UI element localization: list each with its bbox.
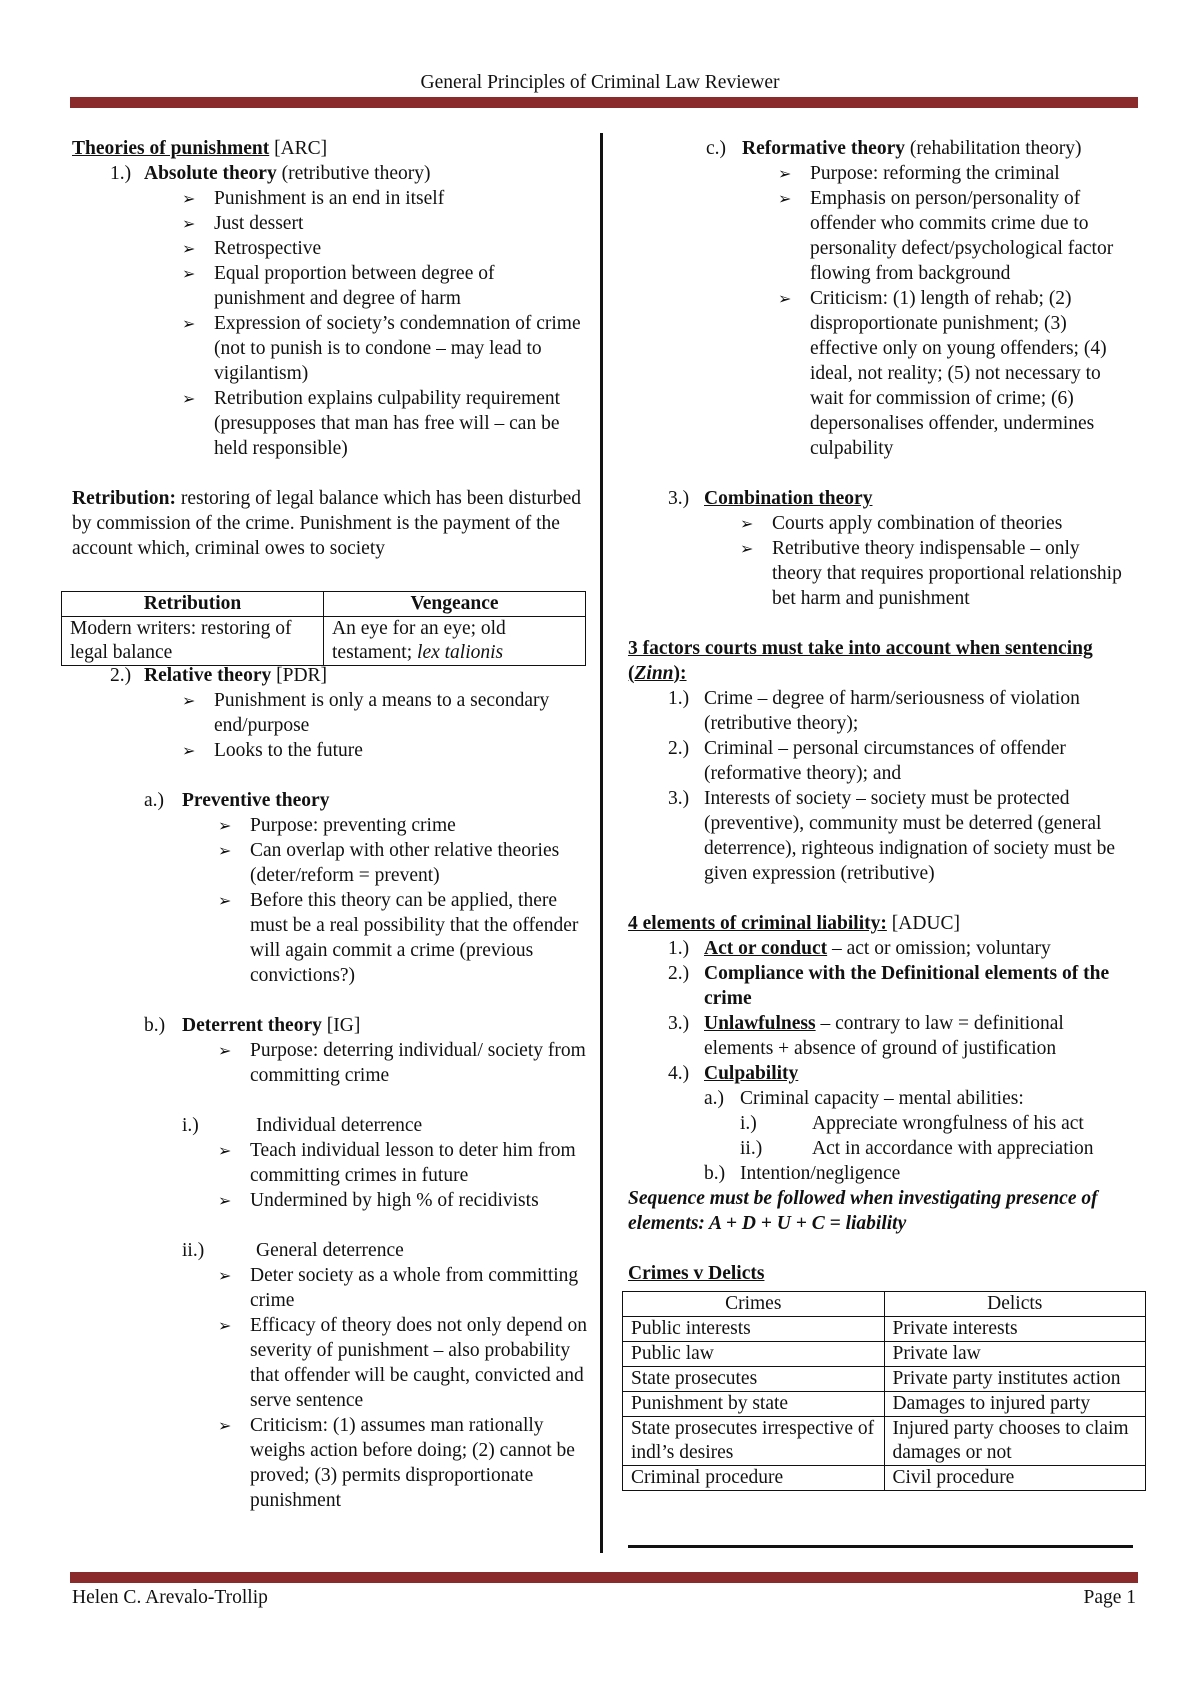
table-cell: Public law: [623, 1342, 885, 1367]
table-row: [623, 1392, 1146, 1417]
list-item: 3.) Interests of society – society must be protected (preventive), community must be deterred (general deterrence), righteous indignation of society must be given expression (retributive): [668, 788, 1116, 884]
list-item: ➢ Teach individual lesson to deter him from committing crimes in future: [218, 1140, 576, 1186]
list-number: i.): [182, 1115, 199, 1136]
arrow-bullet-icon: ➢: [778, 164, 792, 183]
list-item: ➢ Purpose: deterring individual/ society from committing crime: [218, 1040, 586, 1086]
list-item: ➢ Equal proportion between degree of punishment and degree of harm: [182, 263, 495, 309]
list-number: 1.): [110, 163, 132, 184]
preventive-theory-line: [72, 788, 588, 813]
list-item: ➢ Criticism: (1) length of rehab; (2) disproportionate punishment; (3) effective only on young offenders; (4) ideal, not reality; (5) not necessary to wait for commission of crime; (6) depersonalises offender, undermines culpability: [778, 288, 1107, 459]
table-row: [623, 1342, 1146, 1367]
absolute-theory-title: Absolute theory: [144, 163, 277, 184]
relative-theory-title: Relative theory: [144, 665, 272, 686]
table-cell: Public interests: [623, 1317, 885, 1342]
table-row: [623, 1367, 1146, 1392]
table-cell: An eye for an eye; old testament; lex talionis: [324, 617, 586, 666]
reformative-theory-subtitle: (rehabilitation theory): [904, 138, 1082, 159]
list-item: ii.) Act in accordance with appreciation: [740, 1138, 1094, 1159]
table-header: Delicts: [884, 1292, 1146, 1317]
list-item: ➢ Purpose: reforming the criminal: [778, 163, 1060, 184]
table-cell: Private party institutes action: [884, 1367, 1146, 1392]
relative-theory-tag: [PDR]: [271, 665, 328, 686]
relative-theory-line: [72, 663, 588, 688]
arrow-bullet-icon: ➢: [778, 289, 792, 308]
retribution-label: Retribution:: [72, 488, 176, 509]
list-item: b.) Intention/negligence: [704, 1163, 901, 1184]
column-divider: [600, 133, 603, 1553]
list-item: ➢ Emphasis on person/personality of offender who commits crime due to personality defect/psychological factor flowing from background: [778, 188, 1114, 284]
theories-heading: Theories of punishment: [72, 138, 270, 159]
footer-rule: [70, 1572, 1138, 1583]
sequence-note: Sequence must be followed when investigating presence of elements: A + D + U + C = liability: [628, 1188, 1098, 1234]
theories-heading-line: [72, 136, 588, 161]
list-item: ➢ Deter society as a whole from committing crime: [218, 1265, 579, 1311]
arrow-bullet-icon: ➢: [218, 816, 232, 835]
reformative-theory-bullets: [628, 161, 1133, 461]
arrow-bullet-icon: ➢: [218, 1041, 232, 1060]
retribution-text: restoring of legal balance which has been disturbed by commission of the crime. Punishment is the payment of the account which, criminal owes to society: [72, 488, 582, 559]
arrow-bullet-icon: ➢: [740, 539, 754, 558]
absolute-theory-line: [72, 161, 588, 186]
list-item: 1.) Crime – degree of harm/seriousness of violation (retributive theory);: [668, 688, 1080, 734]
list-item: ➢ Purpose: preventing crime: [218, 815, 456, 836]
deterrent-theory-title: Deterrent theory: [182, 1015, 322, 1036]
theories-tag: [ARC]: [269, 138, 328, 159]
retribution-definition: [72, 486, 588, 561]
arrow-bullet-icon: ➢: [182, 189, 196, 208]
general-deterrence-bullets: [72, 1263, 588, 1513]
list-item: ➢ Looks to the future: [182, 740, 363, 761]
arrow-bullet-icon: ➢: [182, 691, 196, 710]
list-item: 3.) Unlawfulness – contrary to law = definitional elements + absence of ground of justification: [668, 1013, 1064, 1059]
list-number: c.): [706, 138, 727, 159]
table-row: [623, 1417, 1146, 1466]
combination-theory-bullets: [628, 511, 1133, 611]
page-number: Page 1: [1083, 1587, 1136, 1608]
elements-heading-line: [628, 911, 1133, 936]
factors-heading: 3 factors courts must take into account when sentencing (Zinn):: [628, 638, 1093, 684]
relative-theory-bullets: [72, 688, 588, 763]
preventive-theory-title: Preventive theory: [182, 790, 330, 811]
table-row: [623, 1317, 1146, 1342]
list-item: ➢ Retrospective: [182, 238, 322, 259]
left-column: [72, 136, 588, 561]
individual-deterrence-line: [72, 1113, 588, 1138]
arrow-bullet-icon: ➢: [218, 1141, 232, 1160]
arrow-bullet-icon: ➢: [218, 891, 232, 910]
reformative-theory-line: [628, 136, 1133, 161]
list-item: ➢ Efficacy of theory does not only depend on severity of punishment – also probability that offender will be caught, convicted and serve sentence: [218, 1315, 588, 1411]
arrow-bullet-icon: ➢: [182, 214, 196, 233]
deterrent-theory-tag: [IG]: [321, 1015, 361, 1036]
list-item: ➢ Can overlap with other relative theories (deter/reform = prevent): [218, 840, 560, 886]
list-item: ➢ Punishment is an end in itself: [182, 188, 445, 209]
arrow-bullet-icon: ➢: [182, 239, 196, 258]
individual-deterrence-title: Individual deterrence: [256, 1115, 423, 1136]
list-number: ii.): [182, 1240, 205, 1261]
table-header: Vengeance: [324, 592, 586, 617]
list-item: ➢ Undermined by high % of recidivists: [218, 1190, 539, 1211]
preventive-theory-bullets: [72, 813, 588, 988]
combination-theory-line: [628, 486, 1133, 511]
arrow-bullet-icon: ➢: [182, 264, 196, 283]
table-cell: Injured party chooses to claim damages or not: [884, 1417, 1146, 1466]
arrow-bullet-icon: ➢: [218, 841, 232, 860]
absolute-theory-subtitle: (retributive theory): [276, 163, 431, 184]
table-cell: State prosecutes: [623, 1367, 885, 1392]
footer-author: Helen C. Arevalo-Trollip: [72, 1587, 268, 1608]
table-cell: Modern writers: restoring of legal balance: [62, 617, 324, 666]
table-cell: Damages to injured party: [884, 1392, 1146, 1417]
elements-heading: 4 elements of criminal liability:: [628, 913, 887, 934]
table-header: Retribution: [62, 592, 324, 617]
crimes-delicts-table: [622, 1291, 1146, 1491]
table-cell: Criminal procedure: [623, 1466, 885, 1491]
retribution-vengeance-table: [61, 591, 586, 666]
list-item: ➢ Retributive theory indispensable – only theory that requires proportional relationship bet harm and punishment: [740, 538, 1122, 609]
reformative-theory-title: Reformative theory: [742, 138, 905, 159]
arrow-bullet-icon: ➢: [740, 514, 754, 533]
table-row: [623, 1466, 1146, 1491]
list-item: i.) Appreciate wrongfulness of his act: [740, 1113, 1084, 1134]
arrow-bullet-icon: ➢: [182, 741, 196, 760]
elements-list: [628, 936, 1133, 1186]
arrow-bullet-icon: ➢: [218, 1316, 232, 1335]
list-item: ➢ Just dessert: [182, 213, 304, 234]
arrow-bullet-icon: ➢: [182, 389, 196, 408]
arrow-bullet-icon: ➢: [778, 189, 792, 208]
list-number: 2.): [110, 665, 132, 686]
deterrent-theory-line: [72, 1013, 588, 1038]
list-number: b.): [144, 1015, 166, 1036]
arrow-bullet-icon: ➢: [218, 1266, 232, 1285]
arrow-bullet-icon: ➢: [218, 1191, 232, 1210]
table-cell: Private interests: [884, 1317, 1146, 1342]
list-item: ➢ Expression of society’s condemnation of crime (not to punish is to condone – may lead to vigilantism): [182, 313, 581, 384]
header-rule: [70, 97, 1138, 108]
table-cell: State prosecutes irrespective of indl’s desires: [623, 1417, 885, 1466]
list-item: 2.) Compliance with the Definitional elements of the crime: [668, 963, 1110, 1009]
right-column: [628, 136, 1133, 1286]
section-end-rule: [628, 1545, 1133, 1548]
page-header: General Principles of Criminal Law Reviewer: [420, 72, 780, 93]
list-number: a.): [144, 790, 165, 811]
individual-deterrence-bullets: [72, 1138, 588, 1213]
list-item: ➢ Retribution explains culpability requirement (presupposes that man has free will – can be held responsible): [182, 388, 561, 459]
absolute-theory-bullets: [72, 186, 588, 461]
arrow-bullet-icon: ➢: [218, 1416, 232, 1435]
deterrent-theory-bullets: [72, 1038, 588, 1088]
table-cell: Civil procedure: [884, 1466, 1146, 1491]
list-item: ➢ Before this theory can be applied, there must be a real possibility that the offender will again commit a crime (previous convictions?): [218, 890, 579, 986]
general-deterrence-line: [72, 1238, 588, 1263]
list-item: 2.) Criminal – personal circumstances of offender (reformative theory); and: [668, 738, 1066, 784]
list-number: 3.): [668, 488, 690, 509]
elements-tag: [ADUC]: [886, 913, 960, 934]
table-row: [62, 617, 586, 666]
list-item: ➢ Criticism: (1) assumes man rationally weighs action before doing; (2) cannot be proved; (3) permits disproportionate punishment: [218, 1415, 575, 1511]
list-item: 1.) Act or conduct – act or omission; voluntary: [668, 938, 1051, 959]
general-deterrence-title: General deterrence: [256, 1240, 404, 1261]
list-item: ➢ Courts apply combination of theories: [740, 513, 1063, 534]
list-item: a.) Criminal capacity – mental abilities:: [704, 1088, 1024, 1109]
arrow-bullet-icon: ➢: [182, 314, 196, 333]
table-header: Crimes: [623, 1292, 885, 1317]
combination-theory-title: Combination theory: [704, 488, 873, 509]
crimes-delicts-heading: Crimes v Delicts: [628, 1263, 765, 1284]
factors-list: [628, 686, 1133, 886]
list-item: 4.) Culpability: [668, 1063, 799, 1084]
left-column-lower: [72, 663, 588, 1513]
table-cell: Private law: [884, 1342, 1146, 1367]
list-item: ➢ Punishment is only a means to a secondary end/purpose: [182, 690, 550, 736]
table-cell: Punishment by state: [623, 1392, 885, 1417]
